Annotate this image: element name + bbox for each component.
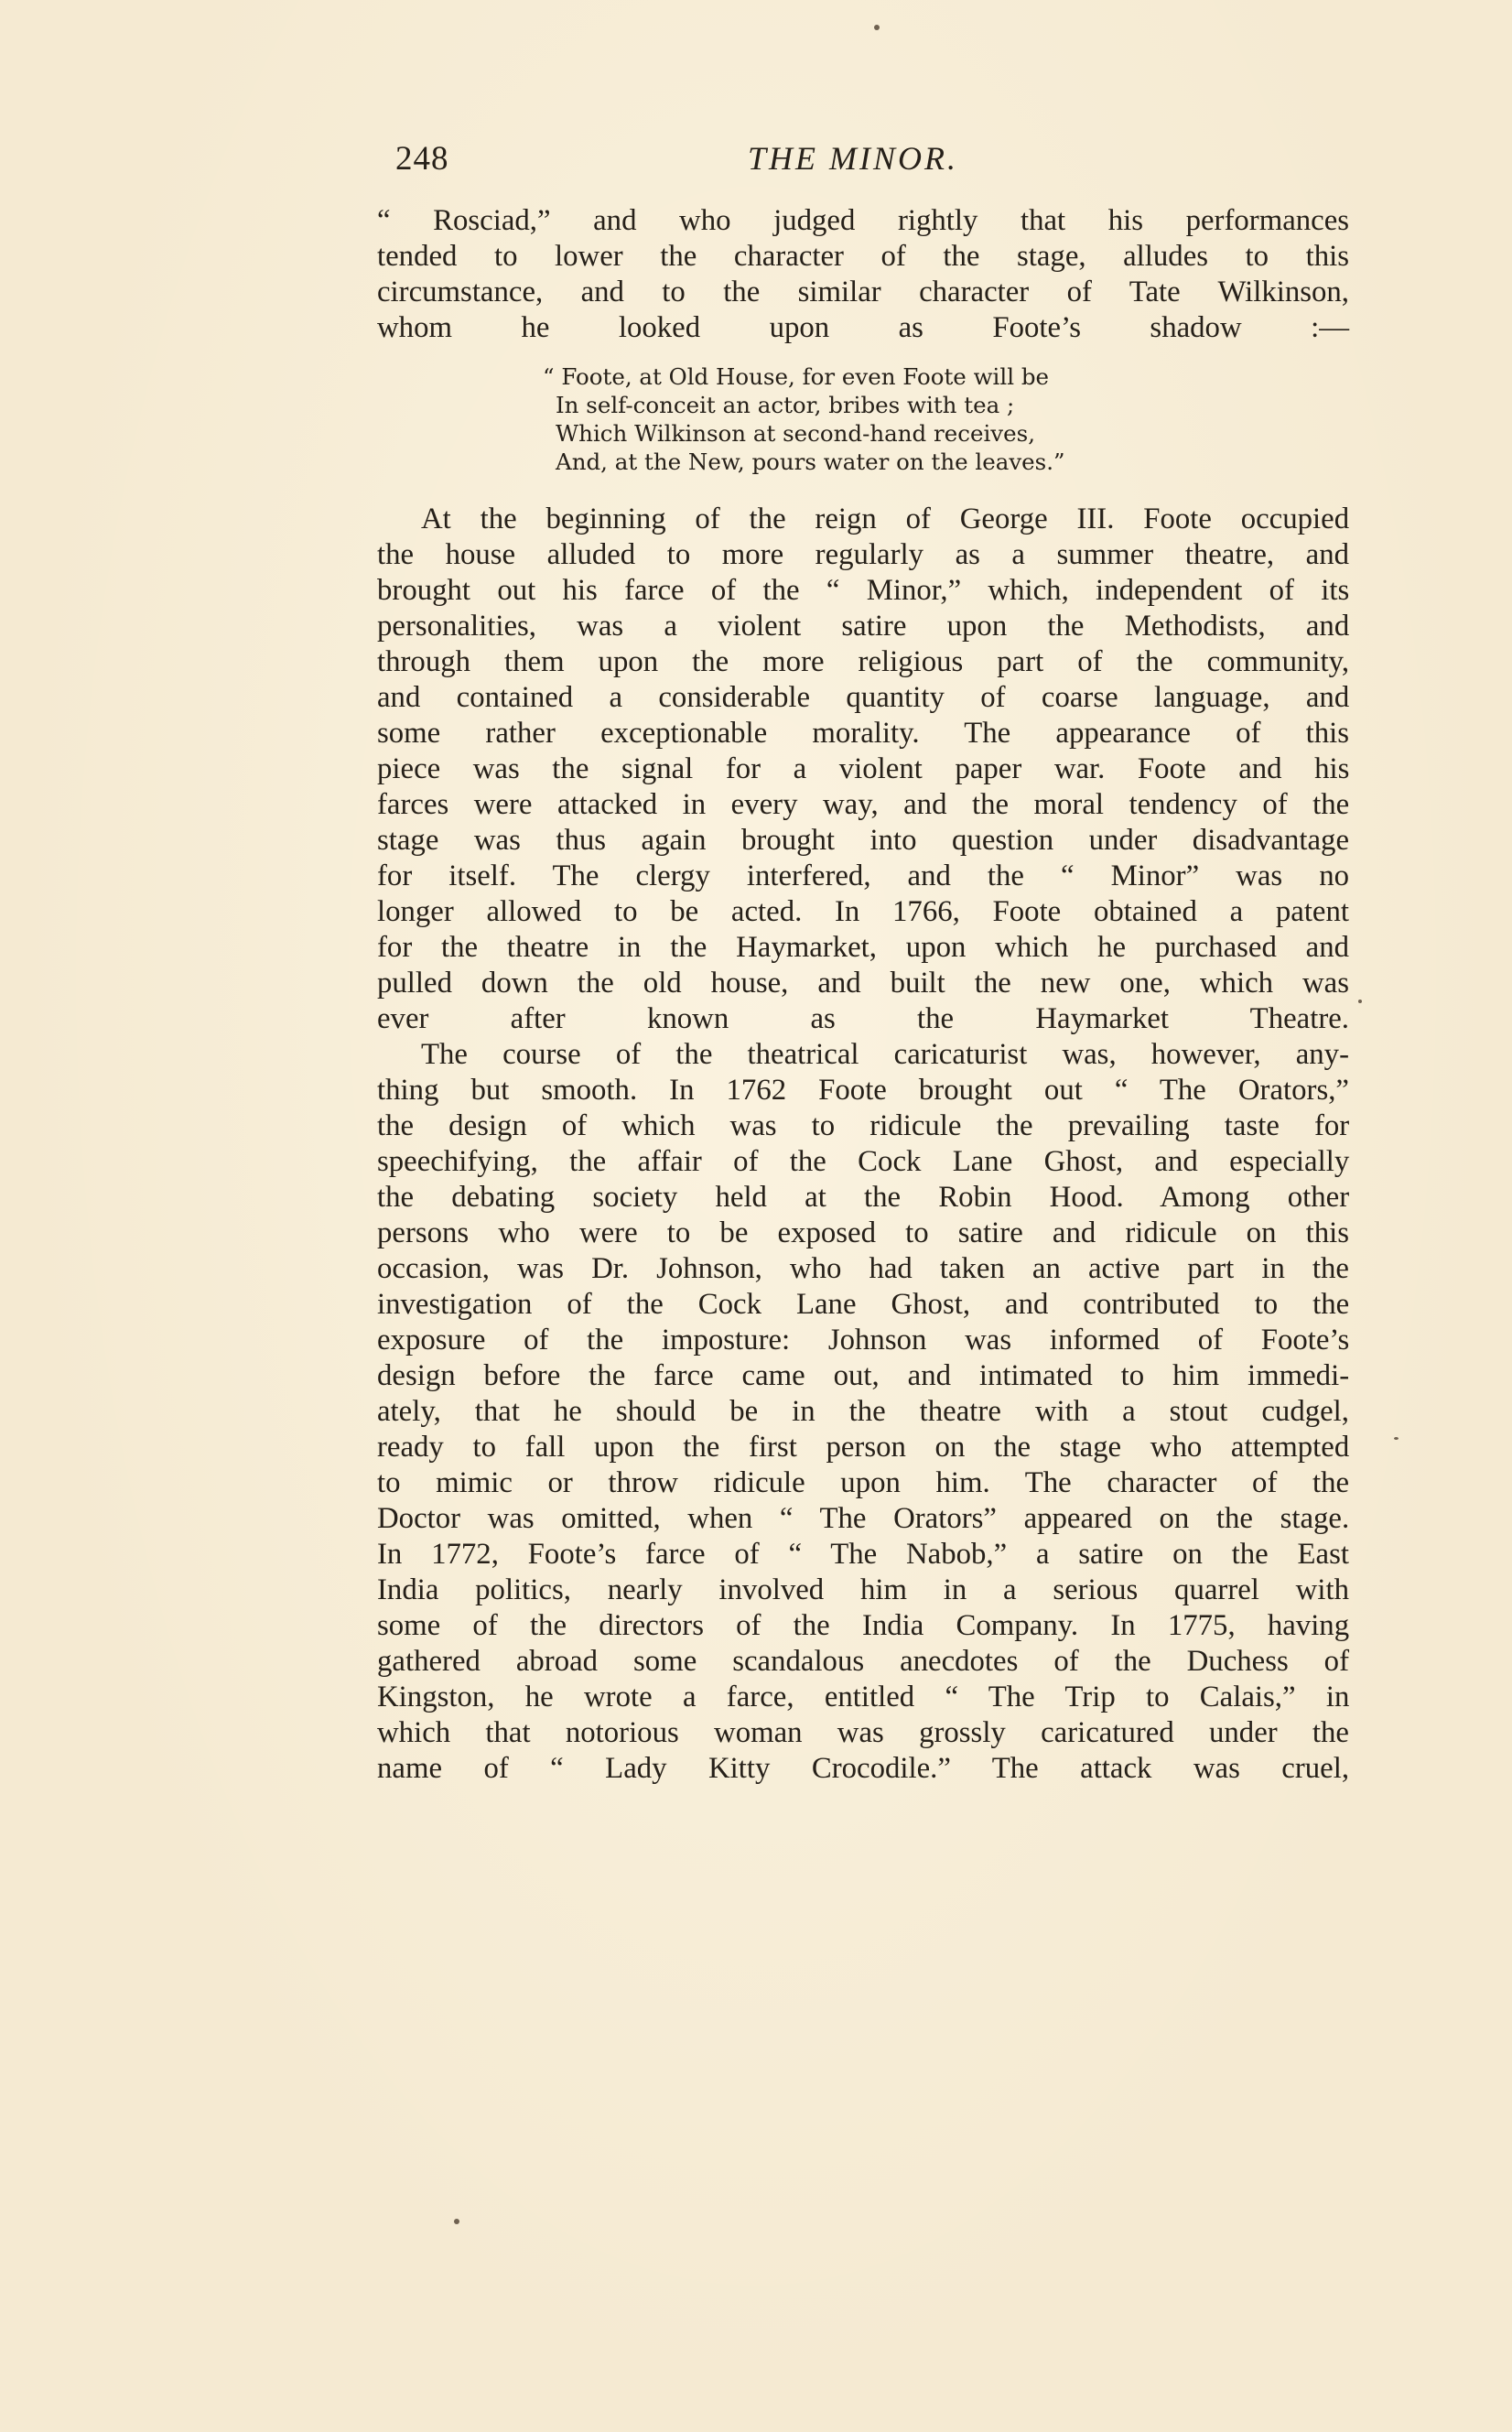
full-paragraph-text	[377, 1787, 378, 1788]
text-line: pulled down the old house, and built the new one, which was	[377, 967, 1349, 1000]
text-line: tended to lower the character of the stage, alludes to this	[377, 240, 1349, 273]
text-line: India politics, nearly involved him in a serious quarrel with	[377, 1573, 1349, 1606]
text-line: gathered abroad some scandalous anecdotes of the Duchess of	[377, 1645, 1349, 1678]
text-line: whom he looked upon as Foote’s shadow :—	[377, 311, 1349, 344]
text-line: which that notorious woman was grossly caricatured under the	[377, 1716, 1349, 1749]
text-line: occasion, was Dr. Johnson, who had taken an active part in the	[377, 1252, 1349, 1285]
text-line: farces were attacked in every way, and the moral tendency of the	[377, 788, 1350, 821]
text-line: thing but smooth. In 1762 Foote brought out “ The Orators,”	[377, 1074, 1349, 1107]
text-line: investigation of the Cock Lane Ghost, and contributed to the	[377, 1288, 1350, 1321]
paragraph-george-iii	[377, 502, 1349, 1037]
text-line: personalities, was a violent satire upon the Methodists, and	[377, 610, 1350, 643]
text-line: brought out his farce of the “ Minor,” which, independent of its	[377, 574, 1350, 607]
ink-speck	[1358, 1000, 1362, 1003]
text-line: longer allowed to be acted. In 1766, Foote obtained a patent	[377, 895, 1349, 928]
text-line: ately, that he should be in the theatre with a stout cudgel,	[377, 1395, 1349, 1428]
text-line: through them upon the more religious part of the community,	[377, 645, 1350, 678]
verse-line: Which Wilkinson at second-hand receives,	[556, 420, 1035, 447]
text-line: ready to fall upon the first person on the stage who attempted	[377, 1431, 1350, 1464]
text-line: circumstance, and to the similar character of Tate Wilkinson,	[377, 276, 1349, 308]
text-line: speechifying, the affair of the Cock Lane Ghost, and especially	[377, 1145, 1350, 1178]
ink-speck	[454, 2219, 459, 2224]
verse-quotation	[377, 362, 1349, 476]
text-line: piece was the signal for a violent paper war. Foote and his	[377, 752, 1350, 785]
verse-line: In self-conceit an actor, bribes with tea ;	[556, 392, 1015, 418]
text-line: the design of which was to ridicule the prevailing taste for	[377, 1109, 1350, 1142]
page-number: 248	[395, 140, 449, 178]
text-line: In 1772, Foote’s farce of “ The Nabob,” a satire on the East	[377, 1538, 1349, 1571]
verse-line: “ Foote, at Old House, for even Foote will be	[543, 363, 1050, 390]
text-line: some rather exceptionable morality. The appearance of this	[377, 717, 1349, 750]
text-line: exposure of the imposture: Johnson was informed of Foote’s	[377, 1324, 1350, 1357]
text-line: the debating society held at the Robin Hood. Among other	[377, 1181, 1350, 1214]
text-line: Doctor was omitted, when “ The Orators” appeared on the stage.	[377, 1502, 1350, 1535]
paragraph-rosciad	[377, 203, 1349, 346]
body-text	[377, 203, 1349, 1787]
text-line: persons who were to be exposed to satire and ridicule on this	[377, 1216, 1349, 1249]
text-line: some of the directors of the India Company. In 1775, having	[377, 1609, 1350, 1642]
running-title: THE MINOR.	[748, 140, 958, 177]
text-line: “ Rosciad,” and who judged rightly that his performances	[377, 204, 1350, 237]
ink-speck	[874, 25, 880, 30]
text-line: for the theatre in the Haymarket, upon which he purchased and	[377, 931, 1349, 964]
paragraph-text-1	[377, 1787, 378, 1788]
text-line: the house alluded to more regularly as a summer theatre, and	[377, 538, 1349, 571]
text-line: ever after known as the Haymarket Theatre.	[377, 1002, 1349, 1035]
text-line: stage was thus again brought into question under disadvantage	[377, 824, 1349, 857]
text-line: design before the farce came out, and intimated to him immedi-	[377, 1359, 1350, 1392]
text-line: At the beginning of the reign of George III. Foote occupied	[421, 503, 1350, 535]
ink-speck	[1394, 1437, 1399, 1440]
text-line: to mimic or throw ridicule upon him. The character of the	[377, 1466, 1350, 1499]
text-line: for itself. The clergy interfered, and the “ Minor” was no	[377, 859, 1349, 892]
running-header	[377, 139, 1349, 185]
verse-line: And, at the New, pours water on the leaves.”	[556, 449, 1065, 475]
paragraph-caricaturist	[377, 1037, 1349, 1787]
text-line: Kingston, he wrote a farce, entitled “ The Trip to Calais,” in	[377, 1681, 1350, 1713]
text-line: The course of the theatrical caricaturist was, however, any-	[421, 1038, 1349, 1071]
text-line: and contained a considerable quantity of coarse language, and	[377, 681, 1350, 714]
text-line: name of “ Lady Kitty Crocodile.” The attack was cruel,	[377, 1752, 1350, 1785]
